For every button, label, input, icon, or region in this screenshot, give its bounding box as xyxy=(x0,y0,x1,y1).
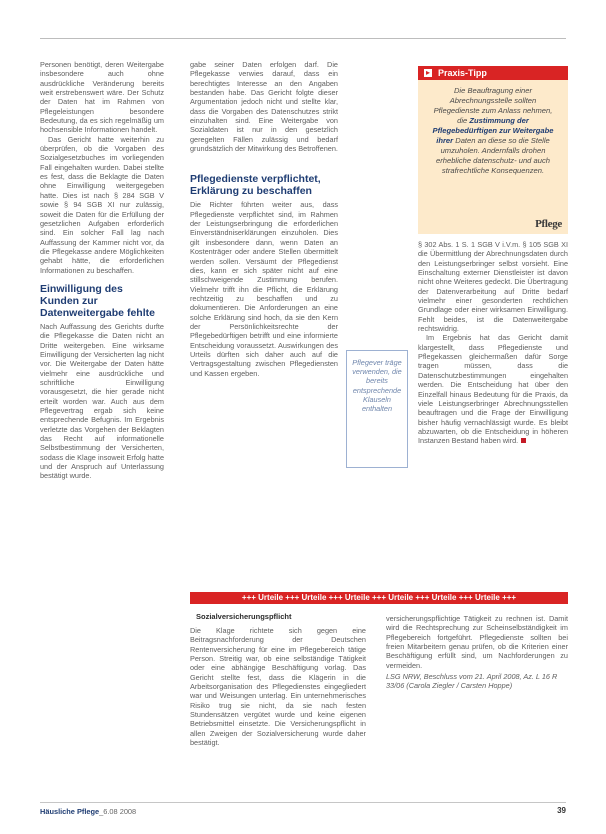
body-paragraph: Die Richter führten weiter aus, dass Pflegedienste verpflichtet sind, im Rahmen der Leistungserbringung die erforderlichen Einverständniserklärungen einzuholen. Dies gilt insbesondere dann, wenn Daten an Kostenträger oder andere Stellen übermittelt werden sollen. Versäumt der Pflegedienst dies, kann er sich später nicht auf eine stillschweigende Zustimmung berufen. Vielmehr trifft ihn die Pflicht, die Erklärung rechtzeitig zu beschaffen und zu dokumentieren. Die Anforderungen an eine solche Erklärung sind hoch, da sie den Kern der Persönlichkeitsrechte der Pflegebedürftigen betrifft und eine informierte Entscheidung voraussetzt. Auswirkungen des Urteils dürften sich daher auch auf die Vertragsgestaltung zwischen Pflegediensten und Kassen ergeben. xyxy=(190,200,338,378)
section-heading: Pflegedienste verpflichtet, Erklärung zu beschaffen xyxy=(190,173,321,198)
article-column-3 xyxy=(418,240,568,446)
pull-quote: Pflegever träge verwenden, die bereits entsprechende Klauseln enthalten xyxy=(346,350,408,468)
section-heading: Einwilligung des Kunden zur Datenweitergabe fehlte xyxy=(40,282,155,319)
praxis-tipp-text: Die Beauftragung einer Abrechnungsstelle sollten Pflegedienste zum Anlass nehmen, die Zustimmung der Pflegebedürftigen zur Weitergabe ihrer Daten an diese so die Stelle umzuholen. Andernfalls drohen erhebliche datenschutz- und auch strafrechtliche Konsequenzen. xyxy=(432,86,554,175)
praxis-tipp-header xyxy=(418,66,568,80)
body-paragraph: § 302 Abs. 1 S. 1 SGB V i.V.m. § 105 SGB XI die Übermittlung der Abrechnungsdaten durch den Leistungserbringer selbst vorsieht. Eine Einschaltung externer Dienstleister ist davon nicht ohne Weiteres gedeckt. Die Übertragung der Datenverarbeitung auf Dritte bedarf vielmehr einer gesonderten rechtlichen Grundlage oder einer wirksamen Einwilligung. Fehlt beides, ist die Datenweitergabe rechtswidrig. xyxy=(418,240,568,334)
body-paragraph: Das Gericht hatte weiterhin zu überprüfen, ob die Vorgaben des Sozialgesetzbuches im vorliegenden Fall eingehalten wurden. Dabei stellte es fest, dass die Beklagte die Daten ohne Einwilligung weitergegeben hatte. Dies ist nach § 284 SGB V sowie § 94 SGB XI nur zulässig, soweit die Daten für die Erfüllung der gesetzlichen Aufgaben erforderlich sind. Ein solcher Fall lag nach Auffassung der Kammer nicht vor, da die Pflegekasse andere Möglichkeiten gehabt hätte, die erforderlichen Informationen zu beschaffen. xyxy=(40,134,164,275)
body-paragraph: Die Klage richtete sich gegen eine Beitragsnachforderung der Deutschen Rentenversicherung für eine im Pflegebereich tätige Person. Streitig war, ob eine selbständige Tätigkeit oder eine abhängige Beschäftigung vorlag. Das Gericht stellte fest, dass die Klägerin in die Arbeitsorganisation des Pflegedienstes eingegliedert war und Weisungen unterlag. Ein unternehmerisches Risiko trug sie nicht, da sie nach festen Stundensätzen vergütet wurde und keine eigenen Betriebsmittel einsetzte. Die Versicherungspflicht in allen Zweigen der Sozialversicherung wurde daher bestätigt. xyxy=(190,626,366,748)
article-column-2 xyxy=(190,60,338,378)
praxis-tipp-title: Praxis-Tipp xyxy=(438,68,487,78)
footer-magazine: Häusliche Pflege_6.08 2008 xyxy=(40,807,137,816)
body-paragraph: gabe seiner Daten erfolgen darf. Die Pflegekasse verwies darauf, dass ein berechtigtes Interesse an den Angaben bestanden habe. Das Gericht folgte dieser Argumentation jedoch nicht und stellte klar, dass die Vorgaben des Datenschutzes strikt einzuhalten sind. Eine Weitergabe von Sozialdaten ist nur in den gesetzlich geregelten Fällen zulässig und bedarf grundsätzlich der Mitwirkung des Betroffenen. xyxy=(190,60,338,154)
arrow-right-icon: ▸ xyxy=(425,68,430,77)
end-mark-icon xyxy=(521,438,526,443)
urteile-banner: +++ Urteile +++ Urteile +++ Urteile +++ Urteile +++ Urteile +++ Urteile +++ xyxy=(190,592,568,604)
body-paragraph: Personen benötigt, deren Weitergabe insbesondere auch ohne ausdrückliche Veränderung bereits weit erstrebenswert wäre. Der Schutz der Daten hat im Rahmen von Pflegeleistungen besondere Bedeutung, da es sich regelmäßig um hochsensible Informationen handelt. xyxy=(40,60,164,135)
praxis-tipp-box xyxy=(418,66,568,234)
body-paragraph: versicherungspflichtige Tätigkeit zu rechnen ist. Damit wird die Rechtsprechung zur Scheinselbständigkeit im Pflegebereich fortgeführt. Pflegedienste sollten bei freien Mitarbeitern genau prüfen, ob die Kriterien einer Beschäftigung erfüllt sind, um Nachforderungen zu vermeiden. xyxy=(386,614,568,670)
urteile-column-left xyxy=(190,626,366,747)
pflege-logo: Pflege xyxy=(535,218,562,230)
body-paragraph: Im Ergebnis hat das Gericht damit klargestellt, dass Pflegedienste und Pflegekassen gleichermaßen dafür Sorge tragen müssen, dass die Datenschutzbestimmungen eingehalten werden. Die Entscheidung hat über den Einzelfall hinaus Bedeutung für die Praxis, da viele Leistungserbringer Abrechnungsstellen beauftragen und die Frage der Einwilligung bisher häufig vernachlässigt wurde. Es bleibt abzuwarten, ob die Entscheidung in höheren Instanzen Bestand haben wird. xyxy=(418,333,568,446)
body-paragraph: Nach Auffassung des Gerichts durfte die Pflegekasse die Daten nicht an Dritte weitergeben. Eine wirksame Einwilligung der Versicherten lag nicht vor. Die Weitergabe der Daten hätte vielmehr eine ausdrückliche und schriftliche Einwilligung vorausgesetzt, die hier gerade nicht erteilt worden war. Auch aus dem Pflegevertrag ergab sich keine entsprechende Befugnis. Im Ergebnis verletzte das Vorgehen der Beklagten das Recht auf informationelle Selbstbestimmung der Versicherten, sodass die Klage insoweit Erfolg hatte und der Anspruch auf Unterlassung bestätigt wurde. xyxy=(40,321,164,481)
top-rule xyxy=(40,38,566,39)
case-citation: LSG NRW, Beschluss vom 21. April 2008, Az. L 16 R 33/06 (Carola Ziegler / Carsten Hoppe) xyxy=(386,672,558,691)
urteile-column-right xyxy=(386,614,568,691)
page-number: 39 xyxy=(557,806,566,815)
footer-rule xyxy=(40,802,566,803)
urteile-subheading: Sozialversicherungspflicht xyxy=(196,612,292,621)
article-column-1 xyxy=(40,60,164,481)
